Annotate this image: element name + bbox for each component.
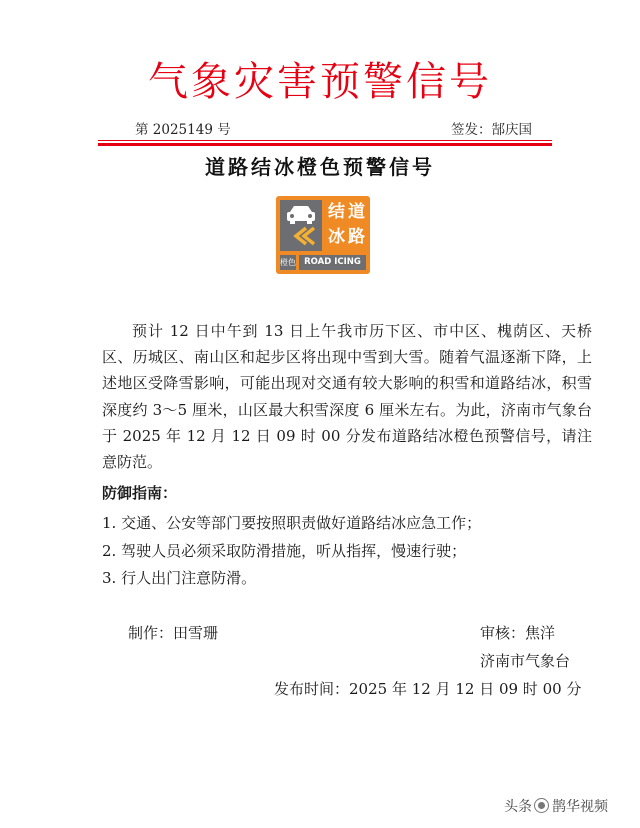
guide-list xyxy=(102,510,592,593)
guide-item: 3. 行人出门注意防滑。 xyxy=(102,569,257,587)
document-number: 第 2025149 号 xyxy=(135,122,231,138)
car-sliding-icon xyxy=(280,200,322,251)
watermark-prefix: 头条 xyxy=(504,799,532,815)
reviewer-credit: 审核：焦洋 xyxy=(480,624,556,642)
issuing-organization: 济南市气象台 xyxy=(480,652,571,670)
sign-char-2: 道 xyxy=(348,202,365,222)
road-icing-warning-sign xyxy=(276,196,370,274)
header-divider-thin xyxy=(98,140,552,141)
issue-time: 发布时间：2025 年 12 月 12 日 09 时 00 分 xyxy=(274,680,582,698)
watermark-account: 鹊华视频 xyxy=(552,799,608,815)
sign-label-text: ROAD ICING xyxy=(299,255,366,270)
at-icon xyxy=(534,798,549,813)
maker-credit: 制作：田雪珊 xyxy=(128,624,219,642)
warning-body-paragraph: 预计 12 日中午到 13 日上午我市历下区、市中区、槐荫区、天桥区、历城区、南山区和起步区将出现中雪到大雪。随着气温逐渐下降，上述地区受降雪影响，可能出现对交通有较大影响的积雪和道路结冰，积雪深度约 3～5 厘米，山区最大积雪深度 6 厘米左右。为此，济南市气象台于 2025 年 12 月 12 日 09 时 00 分发布道路结冰橙色预警信号，请注意防范。 xyxy=(102,322,592,472)
sign-char-4: 路 xyxy=(348,227,365,247)
watermark xyxy=(504,795,608,819)
page-title: 气象灾害预警信号 xyxy=(148,59,492,105)
sign-char-3: 冰 xyxy=(328,227,345,247)
sign-level-text: 橙色 xyxy=(280,255,296,270)
guide-heading: 防御指南： xyxy=(102,484,178,502)
sign-char-1: 结 xyxy=(328,202,345,222)
header-divider-thick xyxy=(98,143,552,146)
signer: 签发：郜庆国 xyxy=(451,122,532,138)
guide-item: 1. 交通、公安等部门要按照职责做好道路结冰应急工作； xyxy=(102,514,482,532)
guide-item: 2. 驾驶人员必须采取防滑措施，听从指挥，慢速行驶； xyxy=(102,541,467,560)
signal-title: 道路结冰橙色预警信号 xyxy=(205,155,435,179)
